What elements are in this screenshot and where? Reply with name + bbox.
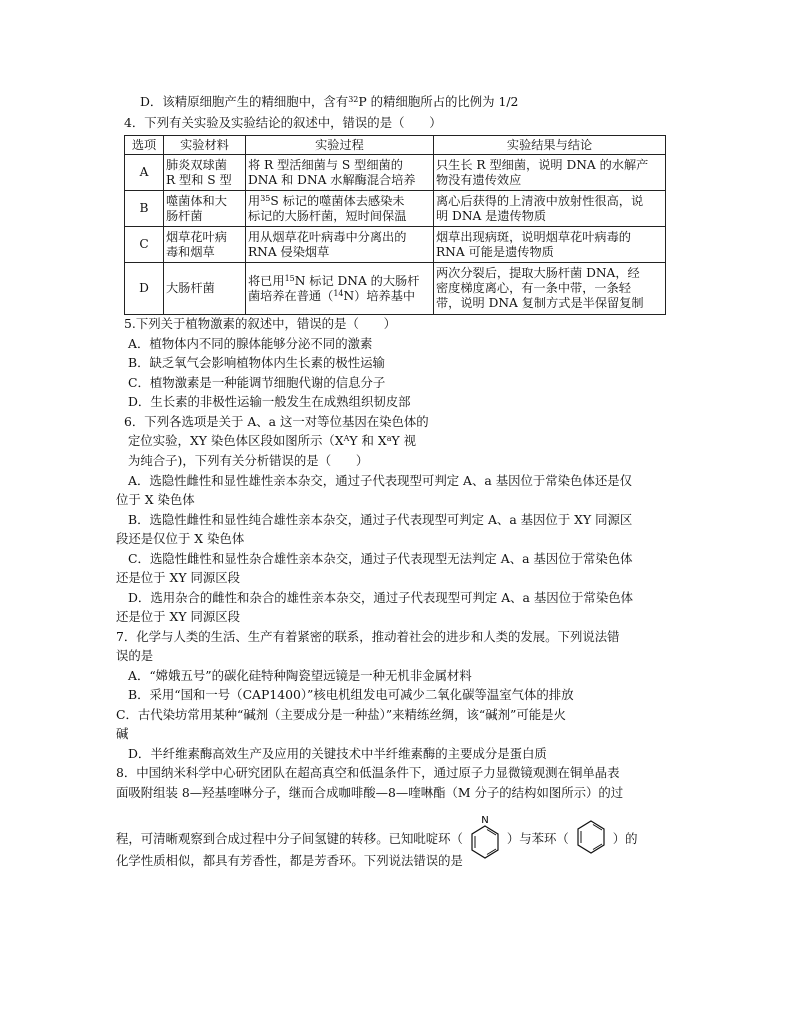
q6-stem-line3: 为纯合子)，下列有关分析错误的是（ ） — [128, 453, 369, 468]
result-cell: 只生长 R 型细菌，说明 DNA 的水解产 物没有遗传效应 — [434, 155, 666, 191]
table-header-cell: 选项 — [125, 136, 164, 155]
material-cell: 噬菌体和大 肠杆菌 — [164, 191, 246, 227]
q5-option-b: B．缺乏氧气会影响植物体内生长素的极性运输 — [128, 355, 385, 370]
table-header-cell: 实验结果与结论 — [434, 136, 666, 155]
pyridine-ring-icon — [467, 814, 503, 865]
table-header-cell: 实验材料 — [164, 136, 246, 155]
q4-stem: 4．下列有关实验及实验结论的叙述中，错误的是（ ） — [124, 115, 442, 130]
q5-option-c: C．植物激素是一种能调节细胞代谢的信息分子 — [128, 375, 386, 390]
option-cell: D — [125, 263, 164, 315]
q7-option-d: D．半纤维素酶高效生产及应用的关键技术中半纤维素酶的主要成分是蛋白质 — [128, 746, 547, 761]
result-cell: 烟草出现病斑，说明烟草花叶病毒的 RNA 可能是遗传物质 — [434, 227, 666, 263]
option-cell: A — [125, 155, 164, 191]
q6-option-d-cont: 还是位于 XY 同源区段 — [116, 609, 241, 624]
process-cell: 将已用$^{15}$N 标记 DNA 的大肠杆 菌培养在普通（$^{14}$N）培养基中 — [246, 263, 434, 315]
result-cell: 两次分裂后，提取大肠杆菌 DNA，经 密度梯度离心，有一条中带，一条轻 带，说明 DNA 复制方式是半保留复制 — [434, 263, 666, 315]
pyridine-nitrogen-label: N — [481, 815, 489, 826]
q7-stem-cont: 误的是 — [116, 648, 154, 663]
q5-option-d: D．生长素的非极性运输一般发生在成熟组织韧皮部 — [128, 394, 411, 409]
material-cell: 大肠杆菌 — [164, 263, 246, 315]
table-row — [125, 227, 666, 263]
q8-stem: 8．中国纳米科学中心研究团队在超高真空和低温条件下，通过原子力显微镜观测在铜单晶表 — [116, 765, 620, 780]
q6-option-d: D．选用杂合的雌性和杂合的雄性亲本杂交，通过子代表现型可判定 A、a 基因位于常染色体 — [128, 590, 633, 605]
option-cell: B — [125, 191, 164, 227]
material-cell: 烟草花叶病 毒和烟草 — [164, 227, 246, 263]
option-cell: C — [125, 227, 164, 263]
material-cell: 肺炎双球菌 R 型和 S 型 — [164, 155, 246, 191]
table-header-cell: 实验过程 — [246, 136, 434, 155]
q8-stem-line2: 面吸附组装 8—羟基喹啉分子，继而合成咖啡酸—8—喹啉酯（M 分子的结构如图所示）的过 — [116, 785, 624, 800]
q6-option-a: A．选隐性雌性和显性雄性亲本杂交，通过子代表现型可判定 A、a 基因位于常染色体还是仅 — [128, 473, 633, 488]
q6-option-c: C．选隐性雌性和显性杂合雄性亲本杂交，通过子代表现型无法判定 A、a 基因位于常染色体 — [128, 551, 633, 566]
benzene-ring-icon — [573, 817, 609, 862]
q7-option-a: A．“嫦娥五号”的碳化硅特种陶瓷望远镜是一种无机非金属材料 — [128, 668, 472, 683]
q7-option-b: B．采用“国和一号（CAP1400）”核电机组发电可减少二氧化碳等温室气体的排放 — [128, 687, 574, 702]
table-header-row — [125, 136, 666, 155]
q6-option-c-cont: 还是位于 XY 同源区段 — [116, 570, 241, 585]
q6-option-a-cont: 位于 X 染色体 — [116, 492, 195, 507]
q8-stem-line4: 化学性质相似，都具有芳香性，都是芳香环。下列说法错误的是 — [116, 853, 463, 868]
q6-stem-line2: 定位实验，XY 染色体区段如图所示（$X^AY$ 和 $X^aY$ 视 — [128, 433, 416, 448]
q6-stem-line1: 6．下列各选项是关于 A、a 这一对等位基因在染色体的 — [124, 414, 429, 429]
process-cell: 将 R 型活细菌与 S 型细菌的 DNA 和 DNA 水解酶混合培养 — [246, 155, 434, 191]
experiment-table — [124, 135, 666, 315]
q7-stem: 7．化学与人类的生活、生产有着紧密的联系，推动着社会的进步和人类的发展。下列说法错 — [116, 629, 620, 644]
table-row — [125, 155, 666, 191]
q8-stem-line3: 程，可清晰观察到合成过程中分子间氢键的转移。已知吡啶环（ N ）与苯环（ ）的 — [116, 814, 637, 865]
process-cell: 用$^{35}$S 标记的噬菌体去感染未 标记的大肠杆菌，短时间保温 — [246, 191, 434, 227]
table-row — [125, 263, 666, 315]
table-row — [125, 191, 666, 227]
q7-option-c: C．古代染坊常用某种“碱剂（主要成分是一种盐）”来精练丝绸，该“碱剂”可能是火 — [116, 707, 566, 722]
q6-option-b: B．选隐性雌性和显性纯合雄性亲本杂交，通过子代表现型可判定 A、a 基因位于 XY 同源区 — [128, 512, 633, 527]
process-cell: 用从烟草花叶病毒中分离出的 RNA 侵染烟草 — [246, 227, 434, 263]
q6-option-b-cont: 段还是仅位于 X 染色体 — [116, 531, 245, 546]
q5-stem: 5.下列关于植物激素的叙述中，错误的是（ ） — [124, 316, 397, 331]
q3-option-d: D．该精原细胞产生的精细胞中，含有$^{32}$P 的精细胞所占的比例为 1/2 — [140, 94, 519, 109]
q7-option-c-cont: 碱 — [116, 726, 129, 741]
q5-option-a: A．植物体内不同的腺体能够分泌不同的激素 — [128, 336, 373, 351]
result-cell: 离心后获得的上清液中放射性很高，说 明 DNA 是遗传物质 — [434, 191, 666, 227]
